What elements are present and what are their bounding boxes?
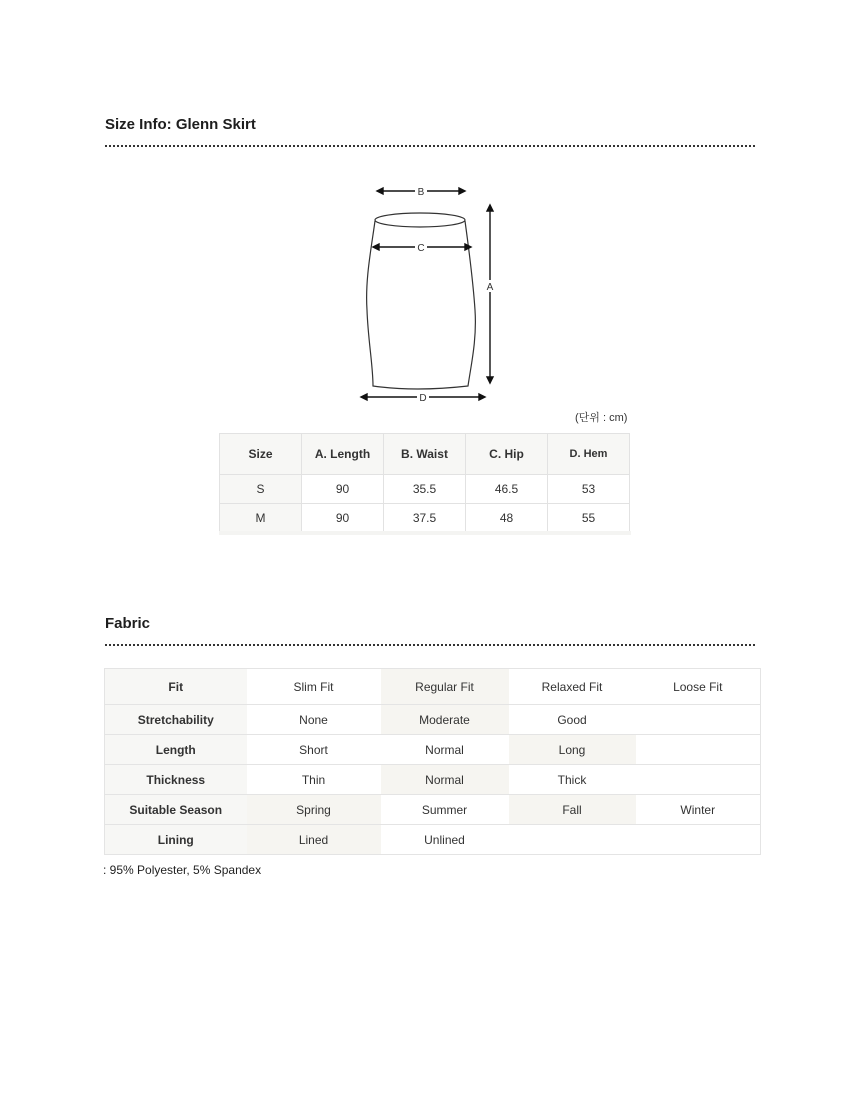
fabric-option: Normal xyxy=(381,765,509,795)
fabric-option: Moderate xyxy=(381,705,509,735)
fabric-row-fit xyxy=(105,669,761,705)
fabric-option xyxy=(636,705,761,735)
fabric-option: Short xyxy=(247,735,381,765)
fabric-table xyxy=(104,668,761,855)
fabric-option: Thin xyxy=(247,765,381,795)
fabric-label: Fit xyxy=(105,669,247,705)
fabric-row-stretchability xyxy=(105,705,761,735)
table-row xyxy=(220,504,630,533)
size-header-cell: D. Hem xyxy=(548,434,630,475)
fabric-divider xyxy=(105,644,755,646)
size-cell: 46.5 xyxy=(466,475,548,504)
fabric-option: Spring xyxy=(247,795,381,825)
fabric-option: Normal xyxy=(381,735,509,765)
fabric-option: Summer xyxy=(381,795,509,825)
skirt-diagram xyxy=(355,180,500,408)
size-table-cutoff xyxy=(219,531,631,535)
size-cell: 90 xyxy=(302,475,384,504)
fabric-label: Lining xyxy=(105,825,247,855)
fabric-option: Relaxed Fit xyxy=(509,669,636,705)
fabric-label: Suitable Season xyxy=(105,795,247,825)
fabric-option: Winter xyxy=(636,795,761,825)
fabric-option: None xyxy=(247,705,381,735)
size-cell: 35.5 xyxy=(384,475,466,504)
skirt-waistband xyxy=(375,213,465,227)
fabric-option xyxy=(509,825,636,855)
fabric-label: Length xyxy=(105,735,247,765)
size-cell: M xyxy=(220,504,302,533)
size-header-cell: A. Length xyxy=(302,434,384,475)
size-cell: 37.5 xyxy=(384,504,466,533)
fabric-row-length xyxy=(105,735,761,765)
size-info-title: Size Info: Glenn Skirt xyxy=(105,116,256,133)
diagram-label-a: A xyxy=(486,282,494,293)
size-cell: S xyxy=(220,475,302,504)
diagram-label-c: C xyxy=(417,243,425,254)
fabric-option xyxy=(636,765,761,795)
size-header-cell: C. Hip xyxy=(466,434,548,475)
fabric-composition: : 95% Polyester, 5% Spandex xyxy=(103,863,262,877)
size-cell: 90 xyxy=(302,504,384,533)
size-info-divider xyxy=(105,145,755,147)
fabric-option xyxy=(636,825,761,855)
size-header-cell: B. Waist xyxy=(384,434,466,475)
fabric-title: Fabric xyxy=(105,615,151,632)
fabric-option: Thick xyxy=(509,765,636,795)
fabric-option: Lined xyxy=(247,825,381,855)
diagram-label-d: D xyxy=(419,393,427,404)
size-cell: 48 xyxy=(466,504,548,533)
fabric-row-season xyxy=(105,795,761,825)
fabric-option: Unlined xyxy=(381,825,509,855)
fabric-row-thickness xyxy=(105,765,761,795)
unit-note: (단위 : cm) xyxy=(575,412,628,424)
fabric-row-lining xyxy=(105,825,761,855)
fabric-option: Fall xyxy=(509,795,636,825)
fabric-option xyxy=(636,735,761,765)
fabric-option: Loose Fit xyxy=(636,669,761,705)
size-table xyxy=(219,433,630,533)
size-cell: 53 xyxy=(548,475,630,504)
fabric-option: Slim Fit xyxy=(247,669,381,705)
table-row xyxy=(220,475,630,504)
fabric-label: Thickness xyxy=(105,765,247,795)
fabric-option: Regular Fit xyxy=(381,669,509,705)
fabric-option: Long xyxy=(509,735,636,765)
size-header-cell: Size xyxy=(220,434,302,475)
size-table-header xyxy=(220,434,630,475)
fabric-option: Good xyxy=(509,705,636,735)
fabric-label: Stretchability xyxy=(105,705,247,735)
size-cell: 55 xyxy=(548,504,630,533)
diagram-label-b: B xyxy=(417,187,425,198)
